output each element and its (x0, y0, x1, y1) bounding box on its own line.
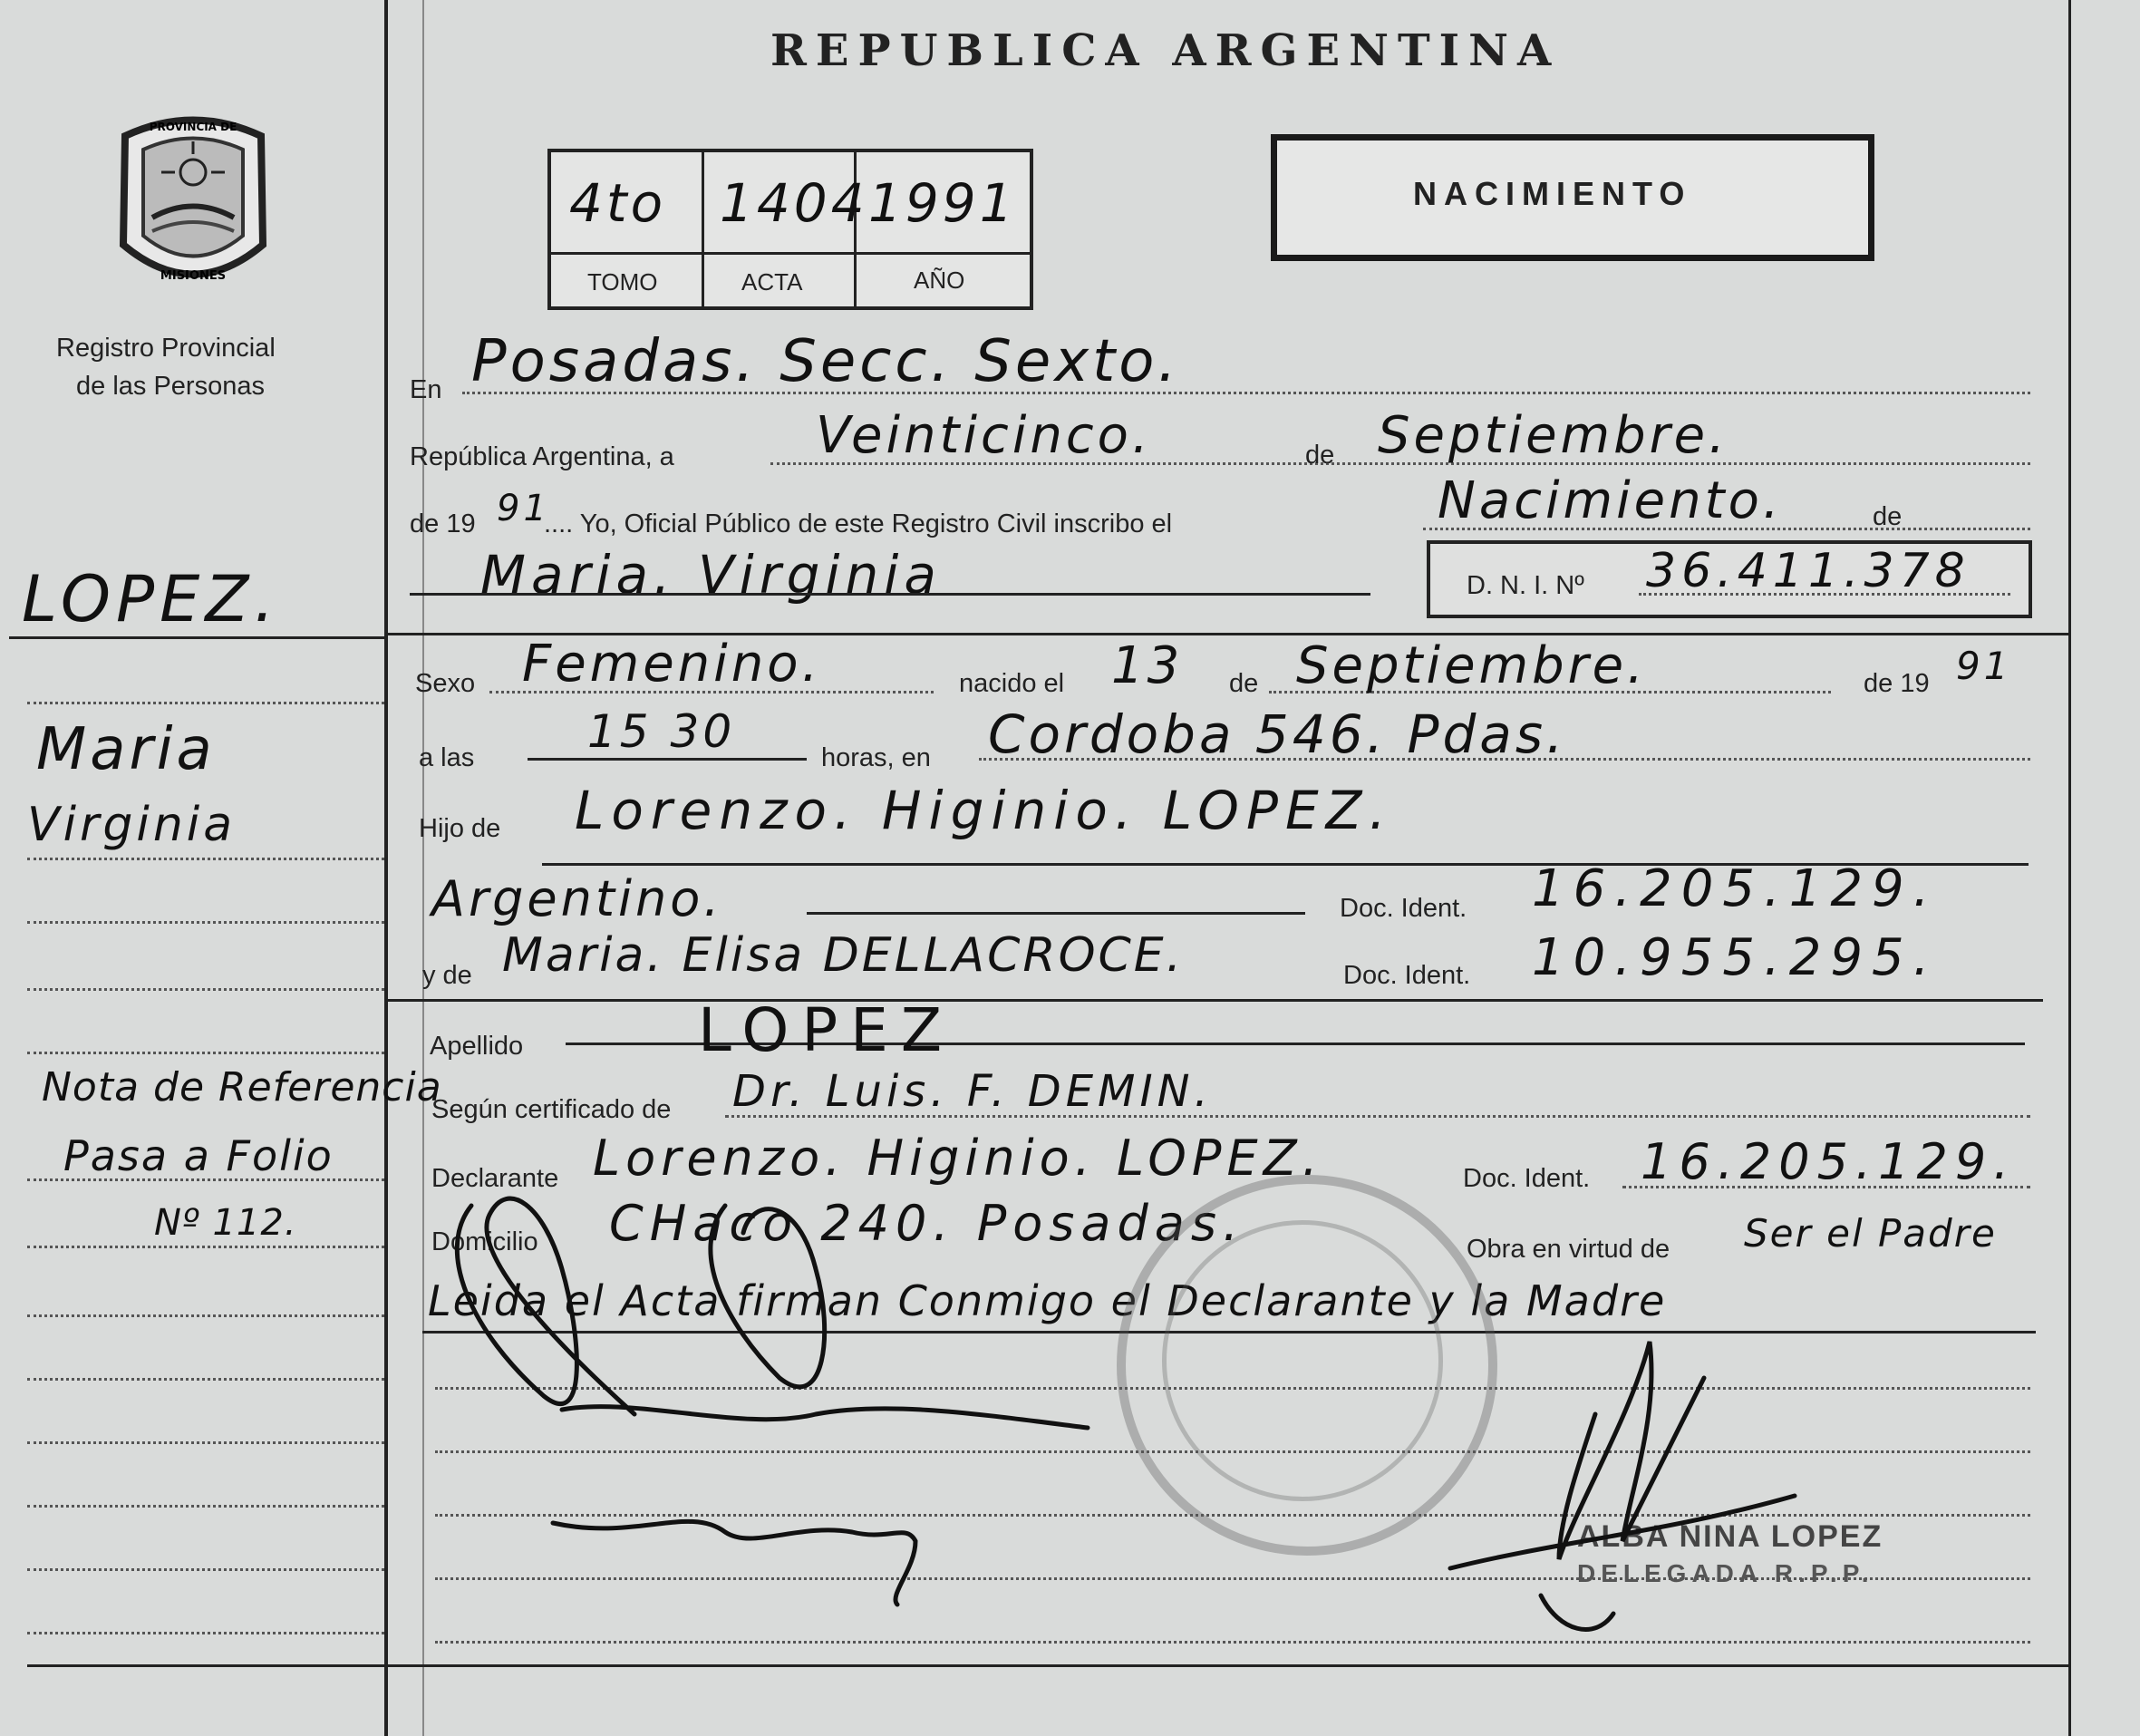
anio-value: 1991 (868, 172, 1017, 234)
margin-note-3: Nº 112. (154, 1202, 297, 1244)
de-label-2: de (1873, 502, 1903, 531)
birth-day: 13 (1111, 636, 1184, 695)
stamp-name: ALBA NINA LOPEZ (1577, 1519, 1883, 1554)
mother-signature (553, 1521, 915, 1605)
act-value: Nacimiento. (1438, 471, 1783, 530)
sexo-value: Femenino. (522, 635, 822, 693)
acta-value: 1404 (720, 172, 868, 234)
declarante-value: Lorenzo. Higinio. LOPEZ. (593, 1130, 1323, 1187)
birth-year-value: 91 (1956, 644, 2012, 688)
seal-bottom-text: MISIONES (160, 269, 227, 283)
country-title: REPUBLICA ARGENTINA (770, 25, 1561, 76)
hijo-label: Hijo de (419, 814, 501, 843)
apellido-value: LOPEZ (698, 995, 955, 1065)
seal-top-text: PROVINCIA DE (149, 121, 237, 133)
dni-value: 36.411.378 (1646, 544, 1971, 598)
margin-note-2: Pasa a Folio (63, 1131, 334, 1180)
mother-value: Maria. Elisa DELLACROCE. (502, 928, 1185, 983)
en-label: En (410, 375, 442, 404)
republica-label: República Argentina, a (410, 442, 674, 471)
month-value: Septiembre. (1378, 406, 1728, 465)
father-value: Lorenzo. Higinio. LOPEZ. (575, 780, 1393, 841)
record-type: NACIMIENTO (1413, 175, 1692, 212)
en-value: Posadas. Secc. Sexto. (471, 328, 1180, 395)
mother-doc: 10.955.295. (1532, 928, 1939, 987)
day-words: Veinticinco. (816, 406, 1152, 465)
year-prefix: de 19 (410, 509, 476, 538)
doc-label-3: Doc. Ident. (1463, 1164, 1591, 1193)
domicilio-value: CHaco 240. Posadas. (609, 1195, 1245, 1252)
margin-given-2: Virginia (27, 798, 237, 852)
second-declarant-signature (711, 1206, 825, 1387)
declarante-doc: 16.205.129. (1641, 1133, 2017, 1190)
stamp-title: DELEGADA R.P.P. (1577, 1559, 1874, 1587)
registry-name-line1: Registro Provincial (56, 334, 276, 363)
birth-year-prefix: de 19 (1864, 669, 1930, 698)
acta-label: ACTA (741, 268, 803, 296)
declarant-signature (457, 1198, 1088, 1428)
nacido-label: nacido el (959, 669, 1065, 698)
margin-given-1: Maria (36, 716, 216, 783)
declarante-label: Declarante (431, 1164, 559, 1193)
oficial-text: .... Yo, Oficial Público de este Registro Civil inscribo el (544, 509, 1173, 538)
de-label-3: de (1229, 669, 1259, 698)
horas-label: horas, en (821, 743, 931, 772)
officer-signature (1450, 1342, 1795, 1629)
apellido-label: Apellido (430, 1032, 524, 1061)
tomo-label: TOMO (587, 268, 658, 296)
doc-label-2: Doc. Ident. (1343, 961, 1471, 990)
obra-label: Obra en virtud de (1467, 1235, 1670, 1264)
certificado-label: Según certificado de (431, 1095, 672, 1124)
year-value: 91 (497, 488, 550, 529)
father-nat: Argentino. (431, 870, 723, 927)
sexo-label: Sexo (415, 669, 476, 698)
father-doc: 16.205.129. (1532, 859, 1939, 918)
domicilio-label: Domicilio (431, 1227, 538, 1256)
tomo-value: 4to (569, 172, 667, 234)
name-value: Maria. Virginia (480, 544, 942, 606)
alas-label: a las (419, 743, 475, 772)
hour-value: 15 30 (587, 705, 736, 758)
place-value: Cordoba 546. Pdas. (988, 703, 1567, 765)
margin-note-1: Nota de Referencia (42, 1064, 442, 1110)
obra-value: Ser el Padre (1744, 1211, 1997, 1256)
margin-surname: LOPEZ. (22, 562, 280, 636)
lesda-value: Leida el Acta firman Conmigo el Declarante y la Madre (428, 1276, 1667, 1325)
yde-label: y de (422, 961, 472, 990)
de-label-1: de (1305, 441, 1335, 470)
dni-label: D. N. I. Nº (1467, 571, 1584, 600)
registry-name-line2: de las Personas (76, 372, 265, 401)
birth-month: Septiembre. (1296, 636, 1647, 695)
anio-label: AÑO (914, 267, 965, 294)
certificado-value: Dr. Luis. F. DEMIN. (732, 1066, 1213, 1117)
doc-label-1: Doc. Ident. (1340, 894, 1467, 923)
